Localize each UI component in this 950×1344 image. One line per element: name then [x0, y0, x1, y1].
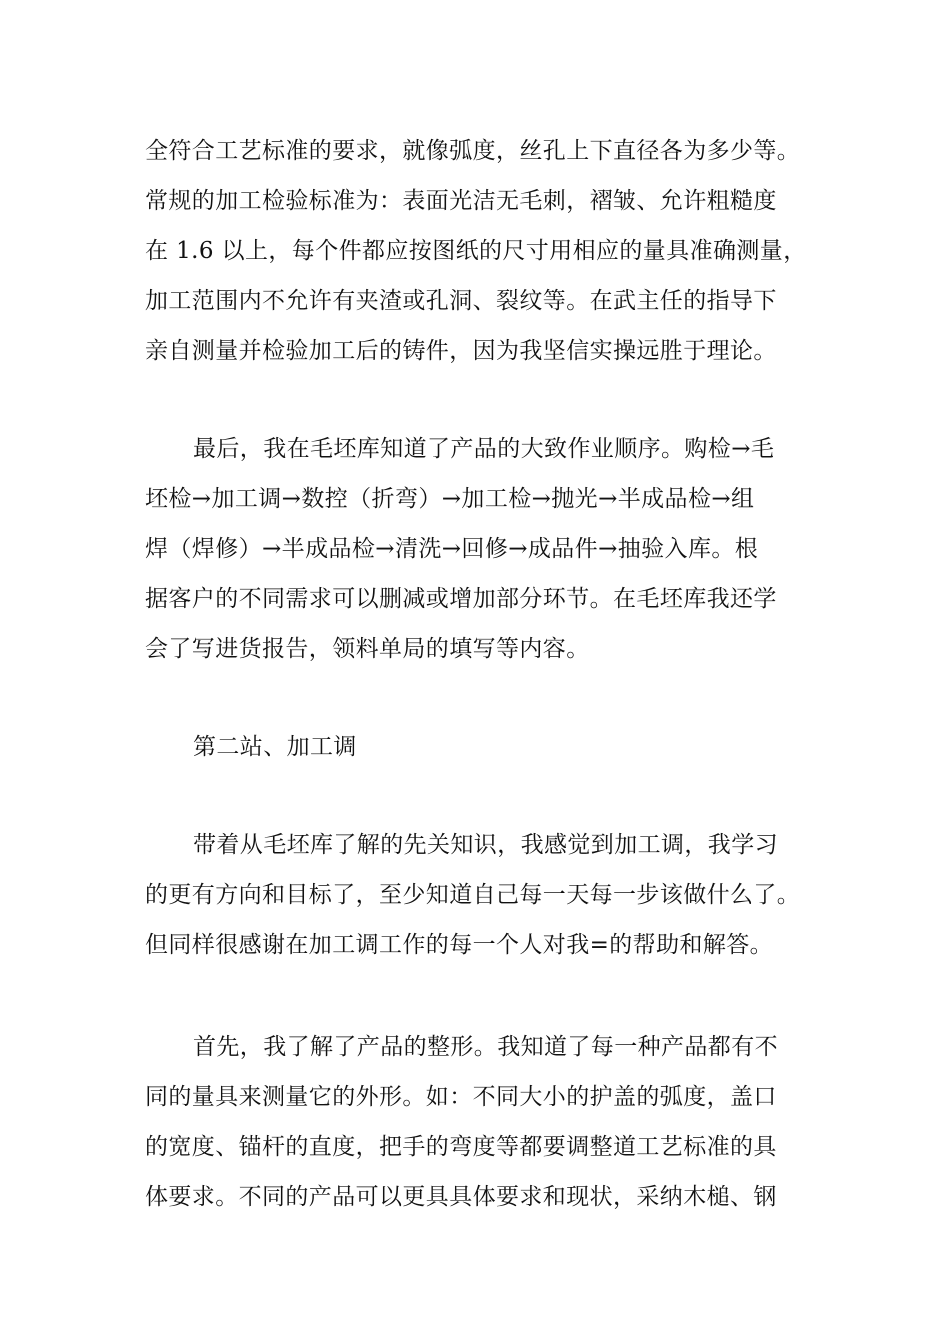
paragraph-2-line-1: 最后，我在毛坯库知道了产品的大致作业顺序。购检→毛 — [193, 436, 775, 462]
paragraph-1-line-4: 加工范围内不允许有夹渣或孔洞、裂纹等。在武主任的指导下 — [145, 288, 777, 314]
paragraph-1-line-2: 常规的加工检验标准为：表面光洁无毛刺，褶皱、允许粗糙度 — [145, 188, 777, 214]
paragraph-2-line-4: 据客户的不同需求可以删减或增加部分环节。在毛坯库我还学 — [145, 586, 777, 612]
paragraph-1-line-3: 在 1.6 以上，每个件都应按图纸的尺寸用相应的量具准确测量， — [145, 238, 807, 264]
paragraph-4-line-3: 的宽度、锚杆的直度，把手的弯度等都要调整道工艺标准的具 — [145, 1134, 777, 1160]
paragraph-3-line-1: 带着从毛坯库了解的先关知识，我感觉到加工调，我学习 — [193, 832, 778, 858]
section-heading: 第二站、加工调 — [193, 734, 357, 760]
paragraph-2-line-5: 会了写进货报告，领料单局的填写等内容。 — [145, 636, 590, 662]
paragraph-2-line-3: 焊（焊修）→半成品检→清洗→回修→成品件→抽验入库。根 — [145, 536, 759, 562]
paragraph-4-line-4: 体要求。不同的产品可以更具具体要求和现状，采纳木槌、钢 — [145, 1184, 777, 1210]
paragraph-1-line-5: 亲自测量并检验加工后的铸件，因为我坚信实操远胜于理论。 — [145, 338, 777, 364]
paragraph-2-line-2: 坯检→加工调→数控（折弯）→加工检→抛光→半成品检→组 — [145, 486, 755, 512]
paragraph-4-line-2: 同的量具来测量它的外形。如：不同大小的护盖的弧度，盖口 — [145, 1084, 777, 1110]
paragraph-1-line-1: 全符合工艺标准的要求，就像弧度，丝孔上下直径各为多少等。 — [145, 138, 801, 164]
paragraph-4-line-1: 首先，我了解了产品的整形。我知道了每一种产品都有不 — [193, 1034, 778, 1060]
paragraph-3-line-2: 的更有方向和目标了，至少知道自己每一天每一步该做什么了。 — [145, 882, 801, 908]
paragraph-3-line-3: 但同样很感谢在加工调工作的每一个人对我=的帮助和解答。 — [145, 932, 774, 958]
